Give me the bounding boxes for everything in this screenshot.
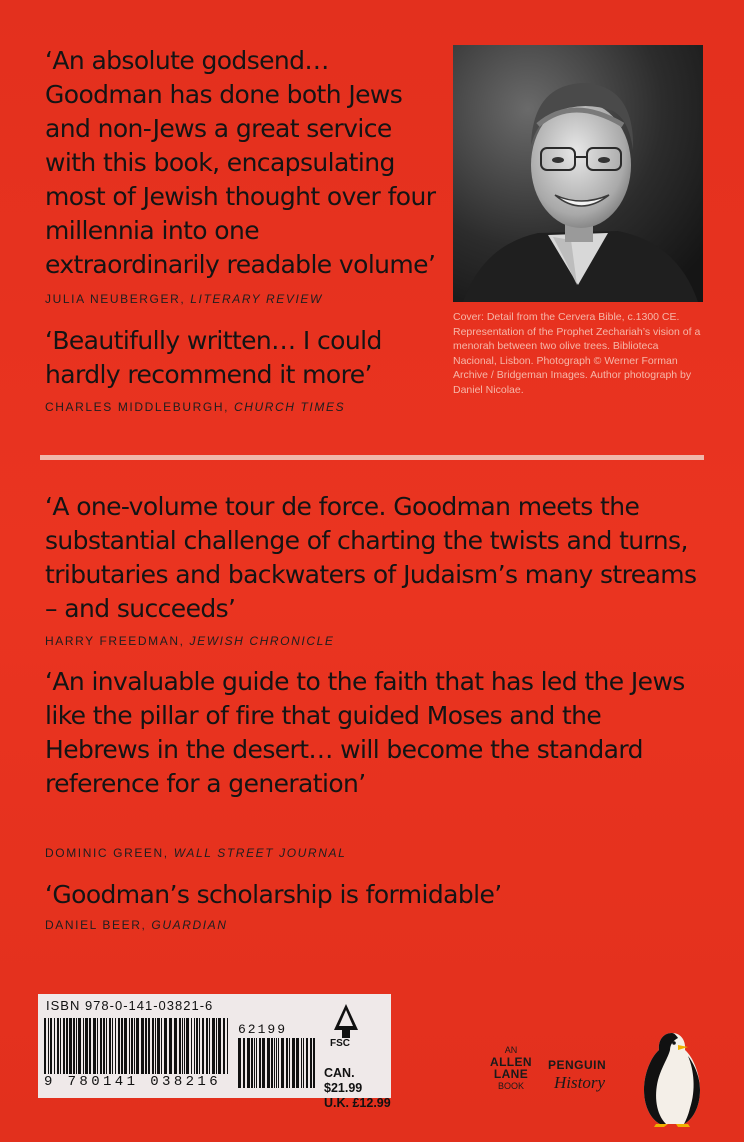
barcode-bar — [93, 1018, 96, 1074]
barcode-bar — [199, 1018, 200, 1074]
barcode-bar — [174, 1018, 177, 1074]
imprint-lane: LANE — [493, 1067, 529, 1081]
barcode-bar — [202, 1018, 204, 1074]
reviewer-publication: GUARDIAN — [151, 918, 228, 932]
reviewer-name: HARRY FREEDMAN, — [45, 634, 185, 648]
barcode-bar — [48, 1018, 49, 1074]
author-photograph — [453, 45, 703, 302]
reviewer-name: CHARLES MIDDLEBURGH, — [45, 400, 230, 414]
review-attribution-green — [45, 846, 346, 860]
barcode-bar — [157, 1018, 160, 1074]
barcode-bar — [57, 1018, 59, 1074]
review-quote-neuberger: ‘An absolute godsend… Goodman has done both Jews and non-Jews a great service with this book, encapsulating most of Jewish thought over four millennia into one extraordinarily readable volume’ — [45, 46, 436, 279]
barcode-bar — [103, 1018, 105, 1074]
barcode-bar — [145, 1018, 147, 1074]
reviewer-name: JULIA NEUBERGER, — [45, 292, 186, 306]
barcode-bar — [267, 1038, 270, 1088]
barcode-bar — [227, 1018, 228, 1074]
barcode-bar — [216, 1018, 217, 1074]
reviewer-publication: WALL STREET JOURNAL — [173, 846, 347, 860]
barcode-bar — [184, 1018, 185, 1074]
imprint-book: BOOK — [497, 1081, 524, 1091]
reviewer-name: DANIEL BEER, — [45, 918, 147, 932]
barcode-bar — [301, 1038, 302, 1088]
review-attribution-neuberger — [45, 292, 323, 306]
barcode-bar — [141, 1018, 144, 1074]
barcode-bar — [212, 1018, 215, 1074]
barcode-bar — [286, 1038, 288, 1088]
barcode-bar — [182, 1018, 183, 1074]
barcode-bar — [78, 1018, 81, 1074]
barcode-bar — [218, 1018, 221, 1074]
review-quote-beer: ‘Goodman’s scholarship is formidable’ — [45, 880, 502, 909]
barcode-bar — [206, 1018, 208, 1074]
penguin-logo-icon — [638, 1030, 706, 1128]
barcode-bar — [238, 1038, 241, 1088]
barcode-bar — [121, 1018, 123, 1074]
barcode-bar — [274, 1038, 275, 1088]
reviewer-publication: LITERARY REVIEW — [190, 292, 323, 306]
barcode-bar — [281, 1038, 284, 1088]
barcode-bar — [66, 1018, 68, 1074]
barcode-bar — [118, 1018, 120, 1074]
price-addon-digits: 62199 — [238, 1022, 288, 1037]
divider-rule — [40, 455, 704, 460]
barcode-bar — [89, 1018, 91, 1074]
barcode-bar — [148, 1018, 150, 1074]
barcode-bar — [259, 1038, 261, 1088]
history-wordmark: History — [554, 1073, 605, 1092]
barcode-bar — [73, 1018, 75, 1074]
review-quote-green: ‘An invaluable guide to the faith that has led the Jews like the pillar of fire that guided Moses and the Hebrews in the desert… will become the standard reference for a generation’ — [45, 667, 685, 798]
barcode-bar — [278, 1038, 279, 1088]
barcode-bar — [262, 1038, 265, 1088]
review-attribution-middleburgh — [45, 400, 345, 414]
barcode-bar — [306, 1038, 308, 1088]
barcode-bar — [100, 1018, 102, 1074]
barcode-bar — [292, 1038, 295, 1088]
barcode-bar — [124, 1018, 127, 1074]
fsc-tree-icon — [328, 1000, 364, 1060]
barcode-bar — [296, 1038, 299, 1088]
barcode-bar — [85, 1018, 88, 1074]
barcode-bar — [54, 1018, 55, 1074]
isbn-number: ISBN 978-0-141-03821-6 — [46, 998, 214, 1013]
reviewer-publication: JEWISH CHRONICLE — [189, 634, 335, 648]
penguin-wordmark: PENGUIN — [548, 1058, 607, 1072]
barcode-bar — [243, 1038, 245, 1088]
barcode-bar — [194, 1018, 195, 1074]
barcode-bar — [254, 1038, 255, 1088]
review-quote-middleburgh: ‘Beautifully written… I could hardly recommend it more’ — [45, 326, 382, 389]
barcode-panel — [38, 994, 391, 1110]
review-attribution-beer — [45, 918, 228, 932]
barcode-bar — [223, 1018, 225, 1074]
imprint-allen: ALLEN — [490, 1055, 532, 1069]
barcode-bar — [106, 1018, 107, 1074]
barcode-bar — [191, 1018, 192, 1074]
barcode-bar — [76, 1018, 77, 1074]
barcode-bar — [303, 1038, 304, 1088]
barcode-bar — [251, 1038, 253, 1088]
barcode-bar — [155, 1018, 156, 1074]
price-block — [324, 1066, 391, 1111]
barcode-bar — [131, 1018, 133, 1074]
barcode-bar — [129, 1018, 130, 1074]
price-canada: CAN. $21.99 — [324, 1066, 363, 1095]
barcode-bar — [276, 1038, 277, 1088]
reviewer-name: DOMINIC GREEN, — [45, 846, 169, 860]
barcode-bar — [247, 1038, 250, 1088]
barcode-bar — [161, 1018, 162, 1074]
barcode-bar — [136, 1018, 139, 1074]
barcode-bar — [44, 1018, 46, 1074]
review-quote-freedman: ‘A one-volume tour de force. Goodman meets the substantial challenge of charting the twists and turns, tributaries and backwaters of Judaism’s many streams – and succeeds’ — [45, 492, 697, 623]
barcode-bar — [169, 1018, 172, 1074]
barcode-bar — [60, 1018, 61, 1074]
barcode-bar — [310, 1038, 312, 1088]
barcode-bar — [271, 1038, 273, 1088]
imprint-an: AN — [504, 1045, 518, 1055]
barcode-bar — [196, 1018, 198, 1074]
barcode-bar — [313, 1038, 315, 1088]
barcode-bar — [112, 1018, 113, 1074]
barcode-bar — [63, 1018, 65, 1074]
barcode-bar — [186, 1018, 189, 1074]
barcode-bar — [50, 1018, 52, 1074]
barcode-bar — [115, 1018, 116, 1074]
barcode-bar — [109, 1018, 111, 1074]
barcode-bar — [97, 1018, 98, 1074]
barcode-bar — [179, 1018, 181, 1074]
barcode-bar — [164, 1018, 167, 1074]
allen-lane-imprint — [486, 1044, 536, 1092]
barcode-bar — [83, 1018, 84, 1074]
barcode-digits: 9 780141 038216 — [44, 1074, 222, 1090]
barcode-bar — [69, 1018, 72, 1074]
price-addon-barcode — [238, 1038, 316, 1088]
isbn-barcode — [44, 1018, 230, 1074]
review-attribution-freedman — [45, 634, 334, 648]
price-uk: U.K. £12.99 — [324, 1096, 391, 1110]
fsc-label: FSC — [330, 1038, 350, 1049]
cover-credits-caption: Cover: Detail from the Cervera Bible, c.1300 CE. Representation of the Prophet Zechariah’s vision of a menorah between two olive trees. Biblioteca Nacional, Lisbon. Photograph © Werner Forman Archive / Bridgeman Images. Author photograph by Daniel Nicolae. — [453, 311, 701, 396]
barcode-bar — [289, 1038, 290, 1088]
barcode-bar — [152, 1018, 154, 1074]
barcode-bar — [256, 1038, 257, 1088]
barcode-bar — [134, 1018, 135, 1074]
reviewer-publication: CHURCH TIMES — [233, 400, 346, 414]
barcode-bar — [209, 1018, 210, 1074]
